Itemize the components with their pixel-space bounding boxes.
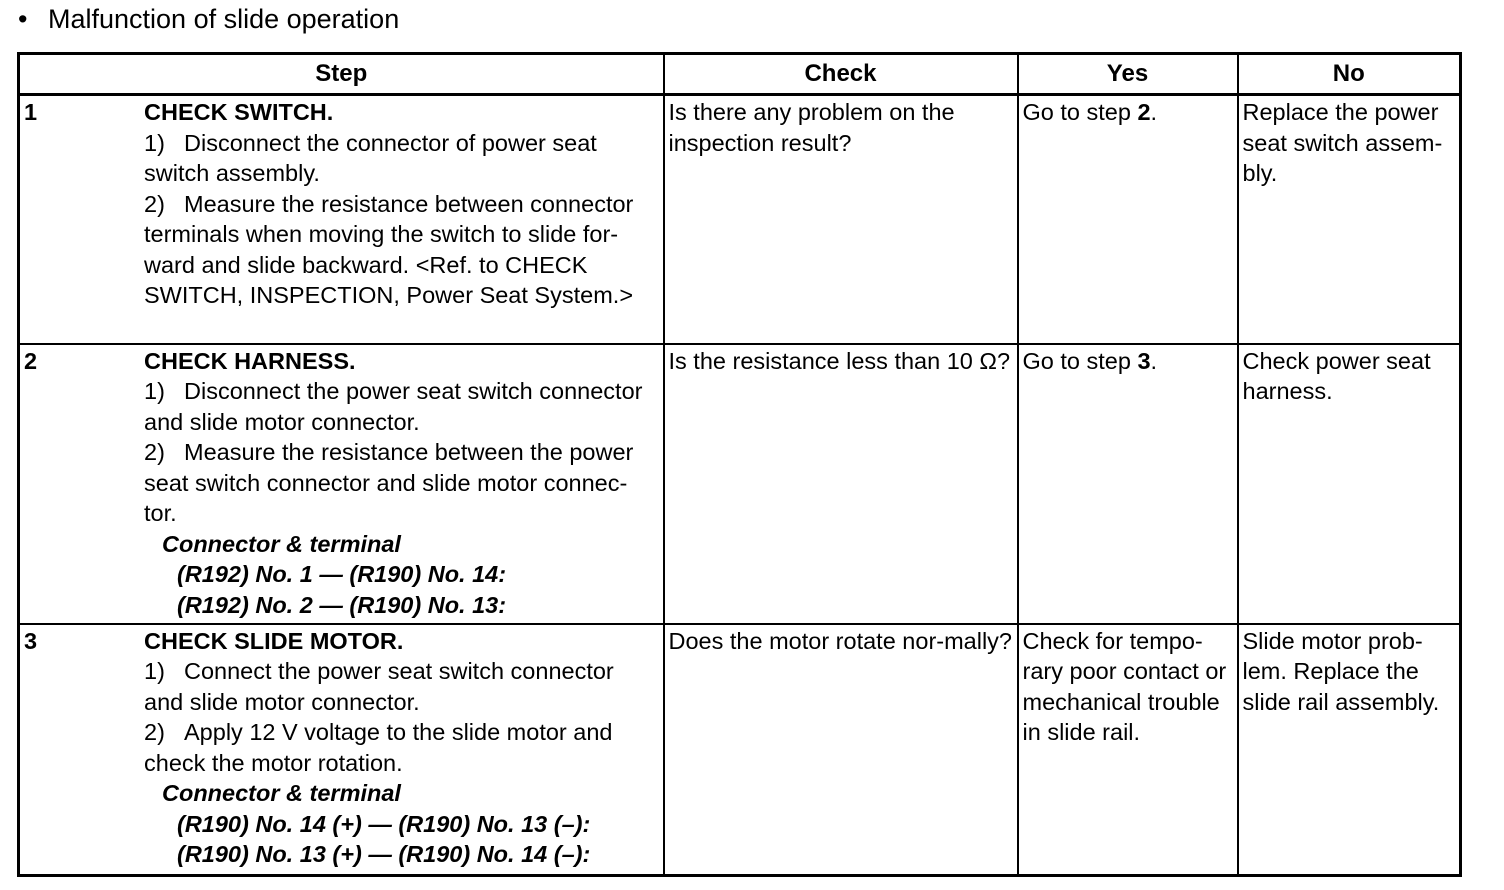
step-number: 3 (24, 627, 38, 654)
page-title-text: Malfunction of slide operation (48, 4, 400, 34)
connector-heading: Connector & terminal (162, 780, 401, 806)
bullet-icon: • (18, 4, 28, 34)
step-cell (19, 624, 664, 876)
no-cell: Check power seat harness. (1238, 344, 1461, 624)
step-title: CHECK SWITCH. (144, 99, 334, 125)
header-step: Step (19, 54, 664, 95)
page-title (18, 2, 399, 36)
step-title: CHECK SLIDE MOTOR. (144, 627, 404, 654)
connector-heading: Connector & terminal (162, 530, 401, 557)
header-yes: Yes (1018, 54, 1238, 95)
step-instruction: 1) Connect the power seat switch connector and slide motor connector. (144, 658, 614, 715)
connector-item: (R190) No. 14 (+) — (R190) No. 13 (–): (177, 810, 591, 837)
table-row (19, 344, 1461, 624)
check-cell: Does the motor rotate nor-mally? (664, 624, 1018, 876)
no-cell: Replace the power seat switch assem-bly. (1238, 95, 1461, 344)
step-number: 1 (24, 99, 38, 125)
header-no: No (1238, 54, 1461, 95)
table-header-row (19, 54, 1461, 95)
step-title: CHECK HARNESS. (144, 347, 356, 374)
step-instruction: 2) Measure the resistance between connector terminals when moving the switch to slide for-ward and slide backward. <Ref. to CHECK SWITCH, INSPECTION, Power Seat System.> (144, 190, 634, 308)
header-check: Check (664, 54, 1018, 95)
check-cell: Is the resistance less than 10 Ω? (664, 344, 1018, 624)
table-row (19, 95, 1461, 344)
connector-item: (R192) No. 2 — (R190) No. 13: (177, 591, 507, 618)
step-number: 2 (24, 347, 38, 374)
yes-cell: Go to step 2. (1018, 95, 1238, 344)
step-cell (19, 344, 664, 624)
step-cell (19, 95, 664, 344)
connector-item: (R192) No. 1 — (R190) No. 14: (177, 561, 507, 587)
table-row (19, 624, 1461, 876)
check-cell: Is there any problem on the inspection result? (664, 95, 1018, 344)
diagnostic-table (17, 52, 1462, 877)
step-instruction: 1) Disconnect the power seat switch connector and slide motor connector. (144, 378, 643, 435)
step-instruction: 1) Disconnect the connector of power seat switch assembly. (144, 129, 597, 186)
connector-item: (R190) No. 13 (+) — (R190) No. 14 (–): (177, 841, 591, 867)
step-instruction: 2) Measure the resistance between the power seat switch connector and slide motor connec-tor. (144, 439, 634, 526)
yes-cell: Go to step 3. (1018, 344, 1238, 624)
no-cell: Slide motor prob-lem. Replace the slide rail assembly. (1238, 624, 1461, 876)
step-instruction: 2) Apply 12 V voltage to the slide motor and check the motor rotation. (144, 719, 613, 776)
yes-cell: Check for tempo-rary poor contact or mechanical trouble in slide rail. (1018, 624, 1238, 876)
